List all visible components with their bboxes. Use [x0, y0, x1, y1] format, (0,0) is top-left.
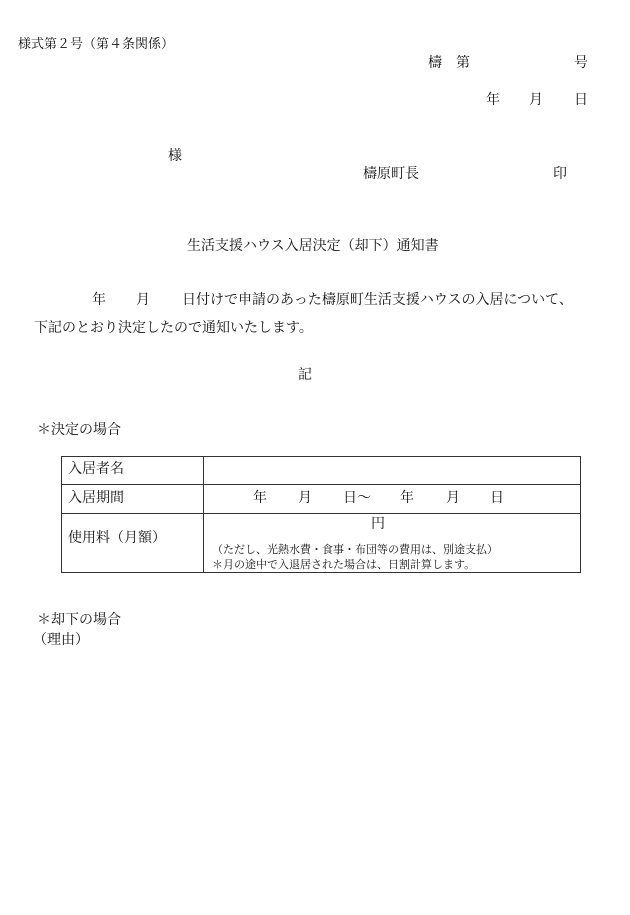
date-year: 年 — [486, 92, 500, 108]
fee-label: 使用料（月額） — [68, 530, 166, 546]
rejection-reason-label: （理由） — [33, 632, 89, 648]
decision-table — [61, 456, 581, 573]
body-line1: 日付けで申請のあった檮原町生活支援ハウスの入居について、 — [182, 292, 573, 308]
period-end-month: 月 — [446, 490, 460, 506]
fee-note-utilities: （ただし、光熱水費・食事・布団等の費用は、別途支払） — [212, 543, 498, 556]
document-title: 生活支援ハウス入居決定（却下）通知書 — [187, 238, 439, 254]
period-start-day: 日～ — [343, 490, 371, 506]
table-row — [62, 514, 581, 573]
resident-label: 入居者名 — [68, 461, 124, 477]
resident-label-cell — [62, 457, 204, 485]
table-row — [62, 485, 581, 514]
ki-heading: 記 — [298, 367, 312, 383]
period-end-day: 日 — [490, 490, 504, 506]
date-month: 月 — [529, 92, 543, 108]
doc-number-prefix: 檮 — [428, 55, 442, 71]
fee-unit: 円 — [371, 516, 385, 532]
decision-heading: ＊決定の場合 — [37, 422, 121, 438]
fee-label-cell — [62, 514, 204, 573]
body-month: 月 — [136, 292, 150, 308]
rejection-heading: ＊却下の場合 — [37, 612, 121, 628]
form-number: 様式第２号（第４条関係） — [18, 37, 175, 52]
fee-cell — [204, 514, 581, 573]
doc-number-go: 号 — [574, 55, 588, 71]
doc-number-dai: 第 — [456, 55, 470, 71]
period-cell — [204, 485, 581, 514]
period-label: 入居期間 — [68, 490, 124, 506]
body-line2: 下記のとおり決定したので通知いたします。 — [34, 320, 313, 336]
period-start-year: 年 — [253, 490, 267, 506]
fee-note-prorated: ＊月の途中で入退居された場合は、日割計算します。 — [212, 558, 476, 571]
resident-name-cell — [204, 457, 581, 485]
sender-title: 檮原町長 — [363, 166, 419, 182]
table-row — [62, 457, 581, 485]
date-day: 日 — [574, 92, 588, 108]
addressee-sama: 様 — [168, 148, 182, 164]
period-end-year: 年 — [400, 490, 414, 506]
period-start-month: 月 — [298, 490, 312, 506]
period-label-cell — [62, 485, 204, 514]
body-year: 年 — [92, 292, 106, 308]
seal-mark: 印 — [553, 166, 567, 182]
